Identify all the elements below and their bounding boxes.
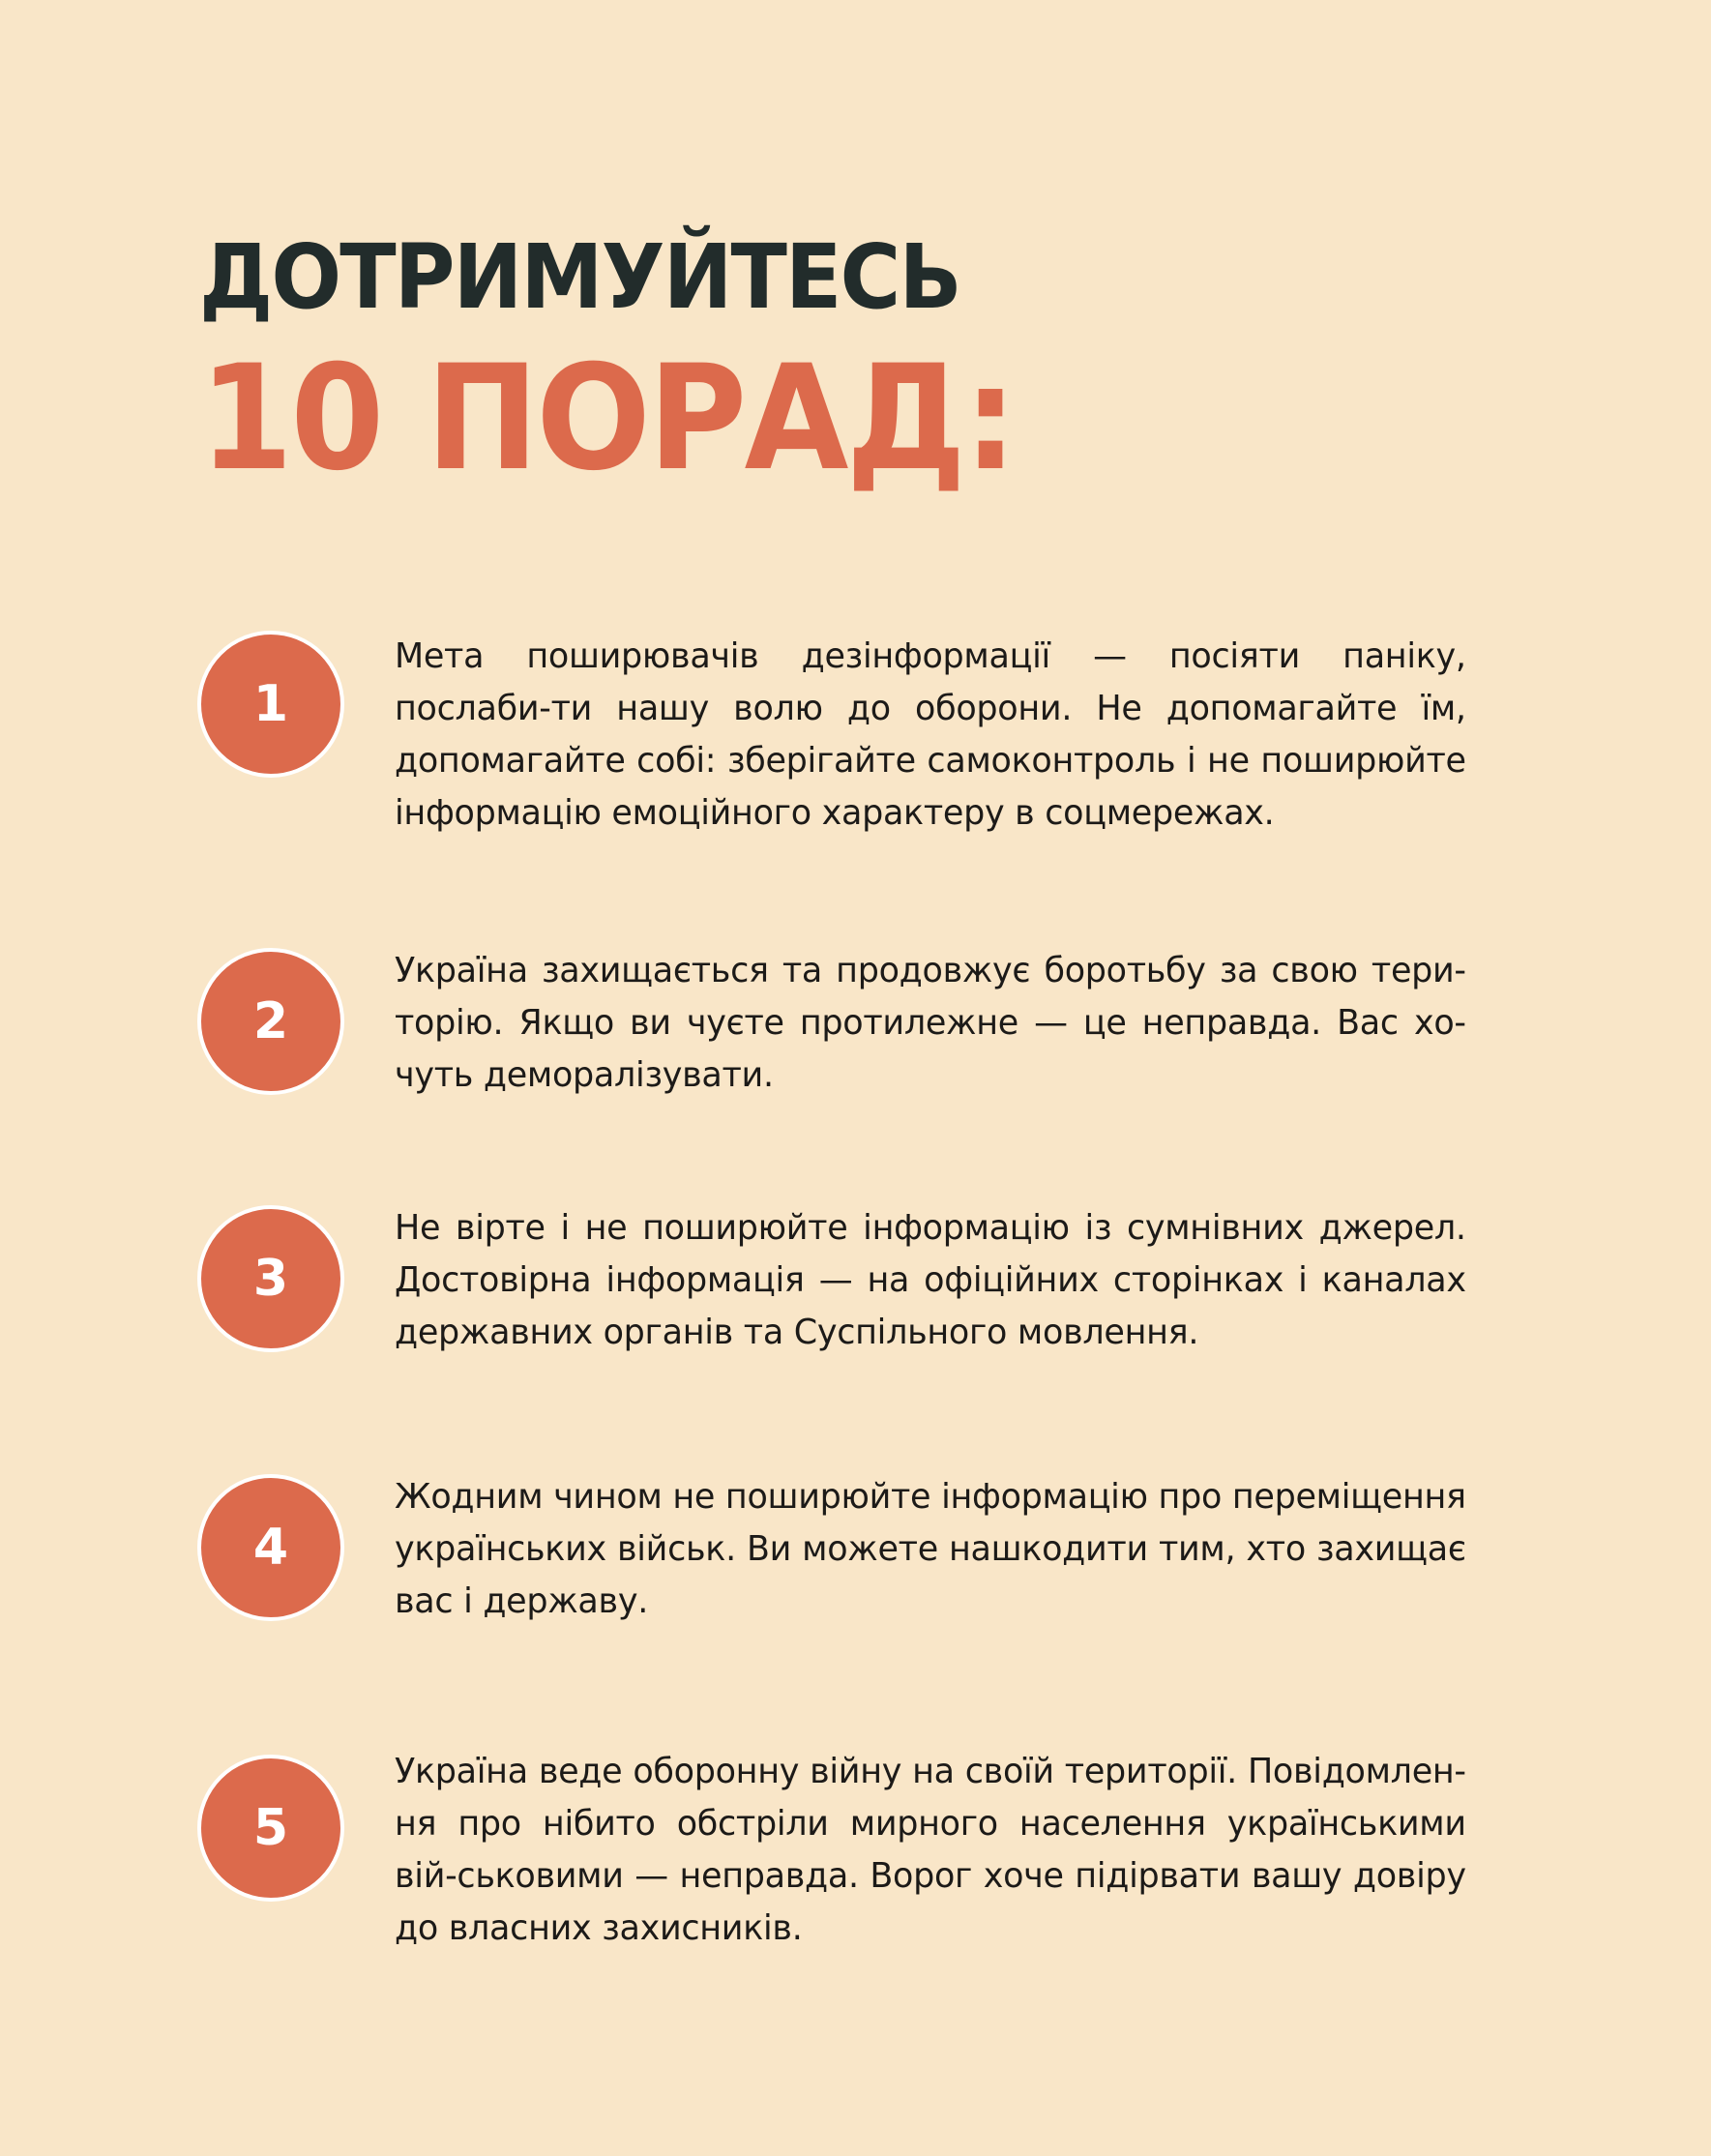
tip-number: 5: [252, 1799, 289, 1857]
tip-text: Жодним чином не поширюйте інформацію про переміщення українських військ. Ви можете нашкодити тим, хто захищає вас і державу.: [395, 1477, 1466, 1621]
tip-text: Україна веде оборонну війну на своїй території. Повідомлен-ня про нібито обстріли мирного населення українськими вій-ськовими — неправда. Ворог хоче підірвати вашу довіру до власних захисників.: [395, 1752, 1466, 1948]
tip-number: 4: [252, 1519, 289, 1577]
tip-number-badge: [197, 948, 344, 1095]
tip-text: Не вірте і не поширюйте інформацію із сумнівних джерел. Достовірна інформація — на офіційних сторінках і каналах державних органів та Суспільного мовлення.: [395, 1208, 1466, 1352]
tip-number-badge: [197, 1205, 344, 1352]
tip-number: 3: [252, 1250, 289, 1308]
tip-number-badge: [197, 1474, 344, 1621]
tip-number-badge: [197, 631, 344, 778]
tip-number: 2: [252, 992, 289, 1050]
page-title-line2: 10 ПОРАД:: [199, 335, 1016, 503]
page-title-line1: ДОТРИМУЙТЕСЬ: [199, 225, 960, 329]
tip-number-badge: [197, 1755, 344, 1902]
tip-text: Україна захищається та продовжує боротьбу за свою тери-торію. Якщо ви чуєте протилежне — це неправда. Вас хо-чуть деморалізувати.: [395, 951, 1466, 1095]
tip-number: 1: [252, 675, 289, 733]
tip-text: Мета поширювачів дезінформації — посіяти паніку, послаби-ти нашу волю до оборони. Не допомагайте їм, допомагайте собі: зберігайте самоконтроль і не поширюйте інформацію емоційного характеру в соцмережах.: [395, 636, 1466, 833]
